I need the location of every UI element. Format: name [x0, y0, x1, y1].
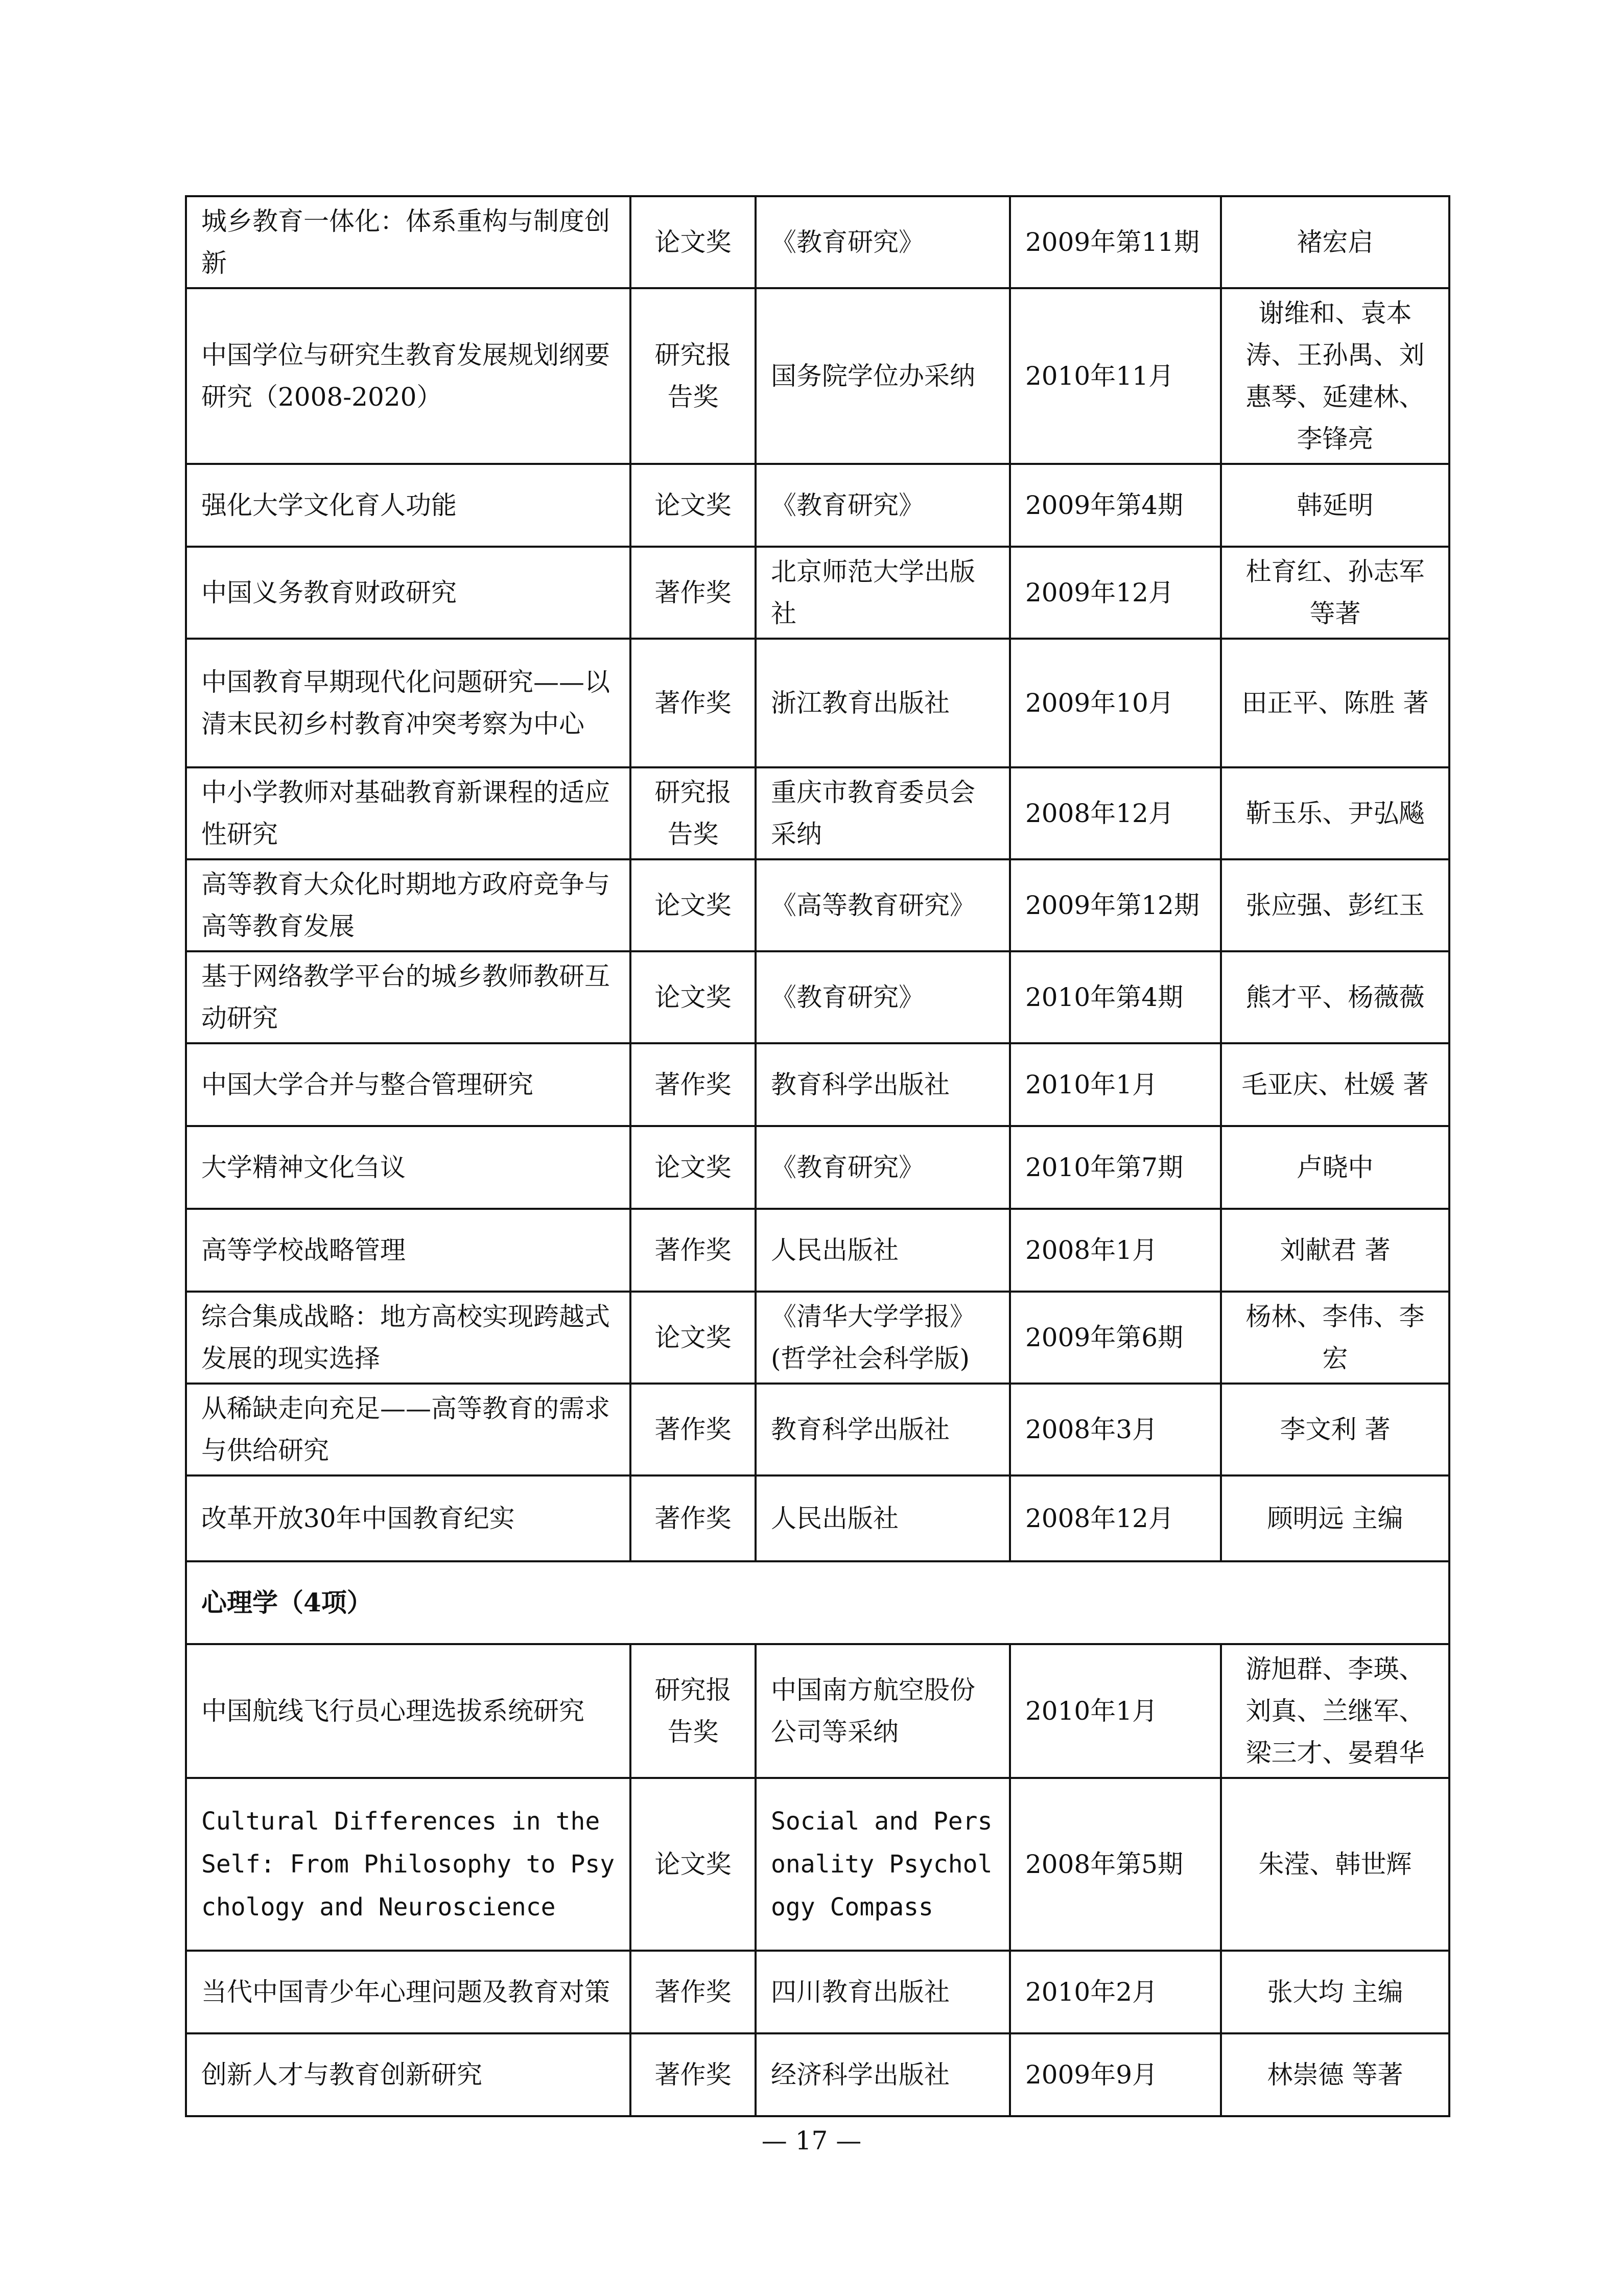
source-cell: 重庆市教育委员会采纳: [756, 767, 1010, 859]
date-cell: 2010年第7期: [1010, 1126, 1221, 1209]
table-row: [186, 951, 1449, 1043]
date-cell: 2009年第4期: [1010, 464, 1221, 547]
table-row: [186, 196, 1449, 288]
date-cell: 2008年3月: [1010, 1384, 1221, 1475]
title-cell: 高等学校战略管理: [186, 1209, 630, 1292]
award-type-cell: 论文奖: [630, 859, 756, 951]
awards-table: [185, 195, 1450, 2117]
source-cell: 《高等教育研究》: [756, 859, 1010, 951]
date-cell: 2009年第12期: [1010, 859, 1221, 951]
source-cell: 《清华大学学报》(哲学社会科学版): [756, 1292, 1010, 1384]
table-row: [186, 1126, 1449, 1209]
source-cell: 中国南方航空股份公司等采纳: [756, 1644, 1010, 1778]
title-cell: 综合集成战略：地方高校实现跨越式发展的现实选择: [186, 1292, 630, 1384]
table-row: [186, 1209, 1449, 1292]
award-type-cell: 著作奖: [630, 1384, 756, 1475]
title-cell: 中国大学合并与整合管理研究: [186, 1043, 630, 1126]
source-cell: 四川教育出版社: [756, 1951, 1010, 2033]
authors-cell: 杜育红、孙志军等著: [1221, 547, 1449, 639]
awards-table-wrapper: [185, 195, 1448, 2117]
table-row: [186, 767, 1449, 859]
award-type-cell: 著作奖: [630, 1043, 756, 1126]
date-cell: 2009年第11期: [1010, 196, 1221, 288]
title-cell: Cultural Differences in the Self: From Philosophy to Psychology and Neuroscience: [186, 1778, 630, 1951]
award-type-cell: 著作奖: [630, 2033, 756, 2116]
title-cell: 中国教育早期现代化问题研究——以清末民初乡村教育冲突考察为中心: [186, 639, 630, 767]
authors-cell: 张应强、彭红玉: [1221, 859, 1449, 951]
award-type-cell: 著作奖: [630, 547, 756, 639]
award-type-cell: 著作奖: [630, 1951, 756, 2033]
date-cell: 2010年1月: [1010, 1644, 1221, 1778]
section-header-psychology: 心理学（4项）: [186, 1561, 1449, 1644]
table-row: [186, 2033, 1449, 2116]
date-cell: 2008年12月: [1010, 767, 1221, 859]
table-row: [186, 1292, 1449, 1384]
award-type-cell: 著作奖: [630, 1209, 756, 1292]
authors-cell: 韩延明: [1221, 464, 1449, 547]
source-cell: 《教育研究》: [756, 951, 1010, 1043]
date-cell: 2009年第6期: [1010, 1292, 1221, 1384]
award-type-cell: 研究报告奖: [630, 288, 756, 464]
table-row: [186, 464, 1449, 547]
source-cell: 《教育研究》: [756, 1126, 1010, 1209]
title-cell: 基于网络教学平台的城乡教师教研互动研究: [186, 951, 630, 1043]
title-cell: 中国义务教育财政研究: [186, 547, 630, 639]
award-type-cell: 论文奖: [630, 1292, 756, 1384]
date-cell: 2009年9月: [1010, 2033, 1221, 2116]
table-row: [186, 1951, 1449, 2033]
source-cell: 国务院学位办采纳: [756, 288, 1010, 464]
authors-cell: 熊才平、杨薇薇: [1221, 951, 1449, 1043]
source-cell: Social and Personality Psychology Compass: [756, 1778, 1010, 1951]
authors-cell: 林崇德 等著: [1221, 2033, 1449, 2116]
date-cell: 2008年第5期: [1010, 1778, 1221, 1951]
page-number: — 17 —: [761, 2126, 862, 2156]
table-row: [186, 547, 1449, 639]
source-cell: 人民出版社: [756, 1209, 1010, 1292]
title-cell: 强化大学文化育人功能: [186, 464, 630, 547]
source-cell: 北京师范大学出版社: [756, 547, 1010, 639]
award-type-cell: 著作奖: [630, 639, 756, 767]
table-row: [186, 1384, 1449, 1475]
authors-cell: 朱滢、韩世辉: [1221, 1778, 1449, 1951]
authors-cell: 游旭群、李瑛、刘真、兰继军、梁三才、晏碧华: [1221, 1644, 1449, 1778]
table-row: [186, 1475, 1449, 1561]
table-row: [186, 639, 1449, 767]
award-type-cell: 论文奖: [630, 464, 756, 547]
award-type-cell: 论文奖: [630, 1126, 756, 1209]
source-cell: 浙江教育出版社: [756, 639, 1010, 767]
title-cell: 高等教育大众化时期地方政府竞争与高等教育发展: [186, 859, 630, 951]
authors-cell: 刘献君 著: [1221, 1209, 1449, 1292]
section-header-row: [186, 1561, 1449, 1644]
authors-cell: 张大均 主编: [1221, 1951, 1449, 2033]
table-row: [186, 1644, 1449, 1778]
source-cell: 经济科学出版社: [756, 2033, 1010, 2116]
award-type-cell: 论文奖: [630, 1778, 756, 1951]
title-cell: 中国学位与研究生教育发展规划纲要研究（2008-2020）: [186, 288, 630, 464]
title-cell: 中国航线飞行员心理选拔系统研究: [186, 1644, 630, 1778]
date-cell: 2008年12月: [1010, 1475, 1221, 1561]
award-type-cell: 论文奖: [630, 951, 756, 1043]
source-cell: 《教育研究》: [756, 196, 1010, 288]
authors-cell: 顾明远 主编: [1221, 1475, 1449, 1561]
authors-cell: 靳玉乐、尹弘飚: [1221, 767, 1449, 859]
date-cell: 2010年第4期: [1010, 951, 1221, 1043]
title-cell: 中小学教师对基础教育新课程的适应性研究: [186, 767, 630, 859]
date-cell: 2010年11月: [1010, 288, 1221, 464]
title-cell: 改革开放30年中国教育纪实: [186, 1475, 630, 1561]
title-cell: 从稀缺走向充足——高等教育的需求与供给研究: [186, 1384, 630, 1475]
source-cell: 《教育研究》: [756, 464, 1010, 547]
authors-cell: 田正平、陈胜 著: [1221, 639, 1449, 767]
date-cell: 2009年10月: [1010, 639, 1221, 767]
authors-cell: 杨林、李伟、李宏: [1221, 1292, 1449, 1384]
date-cell: 2009年12月: [1010, 547, 1221, 639]
title-cell: 当代中国青少年心理问题及教育对策: [186, 1951, 630, 2033]
table-row: [186, 1778, 1449, 1951]
date-cell: 2010年1月: [1010, 1043, 1221, 1126]
table-row: [186, 1043, 1449, 1126]
title-cell: 创新人才与教育创新研究: [186, 2033, 630, 2116]
source-cell: 人民出版社: [756, 1475, 1010, 1561]
title-cell: 大学精神文化刍议: [186, 1126, 630, 1209]
authors-cell: 卢晓中: [1221, 1126, 1449, 1209]
award-type-cell: 研究报告奖: [630, 767, 756, 859]
date-cell: 2008年1月: [1010, 1209, 1221, 1292]
date-cell: 2010年2月: [1010, 1951, 1221, 2033]
table-row: [186, 859, 1449, 951]
authors-cell: 褚宏启: [1221, 196, 1449, 288]
authors-cell: 李文利 著: [1221, 1384, 1449, 1475]
award-type-cell: 著作奖: [630, 1475, 756, 1561]
title-cell: 城乡教育一体化：体系重构与制度创新: [186, 196, 630, 288]
authors-cell: 毛亚庆、杜媛 著: [1221, 1043, 1449, 1126]
authors-cell: 谢维和、袁本涛、王孙禺、刘惠琴、延建林、李锋亮: [1221, 288, 1449, 464]
award-type-cell: 研究报告奖: [630, 1644, 756, 1778]
table-row: [186, 288, 1449, 464]
source-cell: 教育科学出版社: [756, 1043, 1010, 1126]
award-type-cell: 论文奖: [630, 196, 756, 288]
source-cell: 教育科学出版社: [756, 1384, 1010, 1475]
